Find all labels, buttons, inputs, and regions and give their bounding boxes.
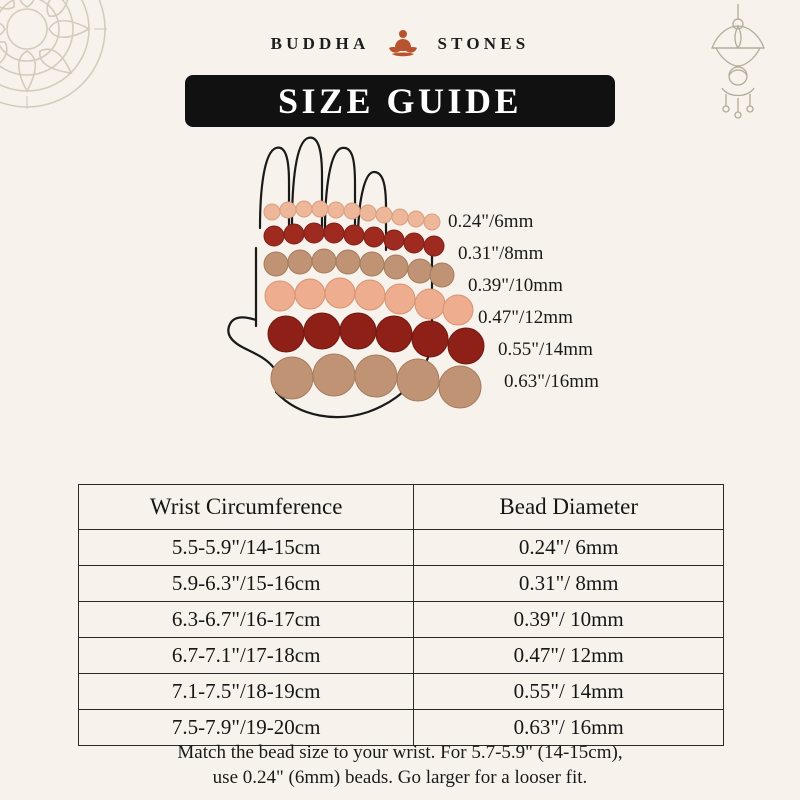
callout-6mm: 0.24"/6mm <box>448 211 534 232</box>
table-row <box>79 674 724 710</box>
cell-wrist: 6.7-7.1"/17-18cm <box>79 638 414 674</box>
cell-wrist: 5.5-5.9"/14-15cm <box>79 530 414 566</box>
table-header-row <box>79 485 724 530</box>
brand-right-word: STONES <box>437 34 530 53</box>
brand-left-word: BUDDHA <box>270 34 370 53</box>
column-header-bead-diameter: Bead Diameter <box>414 485 724 530</box>
cell-wrist: 5.9-6.3"/15-16cm <box>79 566 414 602</box>
table-row <box>79 602 724 638</box>
brand-header <box>0 24 800 64</box>
size-table <box>78 484 724 746</box>
cell-bead: 0.47"/ 12mm <box>414 638 724 674</box>
cell-bead: 0.31"/ 8mm <box>414 566 724 602</box>
footer-note-line-2: use 0.24" (6mm) beads. Go larger for a looser fit. <box>212 767 588 788</box>
table-row <box>79 530 724 566</box>
cell-bead: 0.63"/ 16mm <box>414 710 724 746</box>
callout-14mm: 0.55"/14mm <box>498 339 593 360</box>
page-title <box>185 75 615 127</box>
lotus-chandelier-ornament-icon <box>682 2 794 130</box>
callout-16mm: 0.63"/16mm <box>504 371 599 392</box>
table-row <box>79 566 724 602</box>
cell-bead: 0.39"/ 10mm <box>414 602 724 638</box>
cell-bead: 0.55"/ 14mm <box>414 674 724 710</box>
callout-12mm: 0.47"/12mm <box>478 307 573 328</box>
page-title-text: SIZE GUIDE <box>277 81 523 121</box>
table-row <box>79 638 724 674</box>
callout-10mm: 0.39"/10mm <box>468 275 563 296</box>
cell-wrist: 6.3-6.7"/16-17cm <box>79 602 414 638</box>
footer-note-line-1: Match the bead size to your wrist. For 5.7-5.9" (14-15cm), <box>177 742 623 763</box>
cell-wrist: 7.5-7.9"/19-20cm <box>79 710 414 746</box>
callout-8mm: 0.31"/8mm <box>458 243 544 264</box>
cell-bead: 0.24"/ 6mm <box>414 530 724 566</box>
footer-note <box>0 740 800 790</box>
bead-size-callouts <box>440 206 690 398</box>
column-header-wrist-circumference: Wrist Circumference <box>79 485 414 530</box>
lotus-meditation-figure-icon <box>383 24 423 64</box>
cell-wrist: 7.1-7.5"/18-19cm <box>79 674 414 710</box>
